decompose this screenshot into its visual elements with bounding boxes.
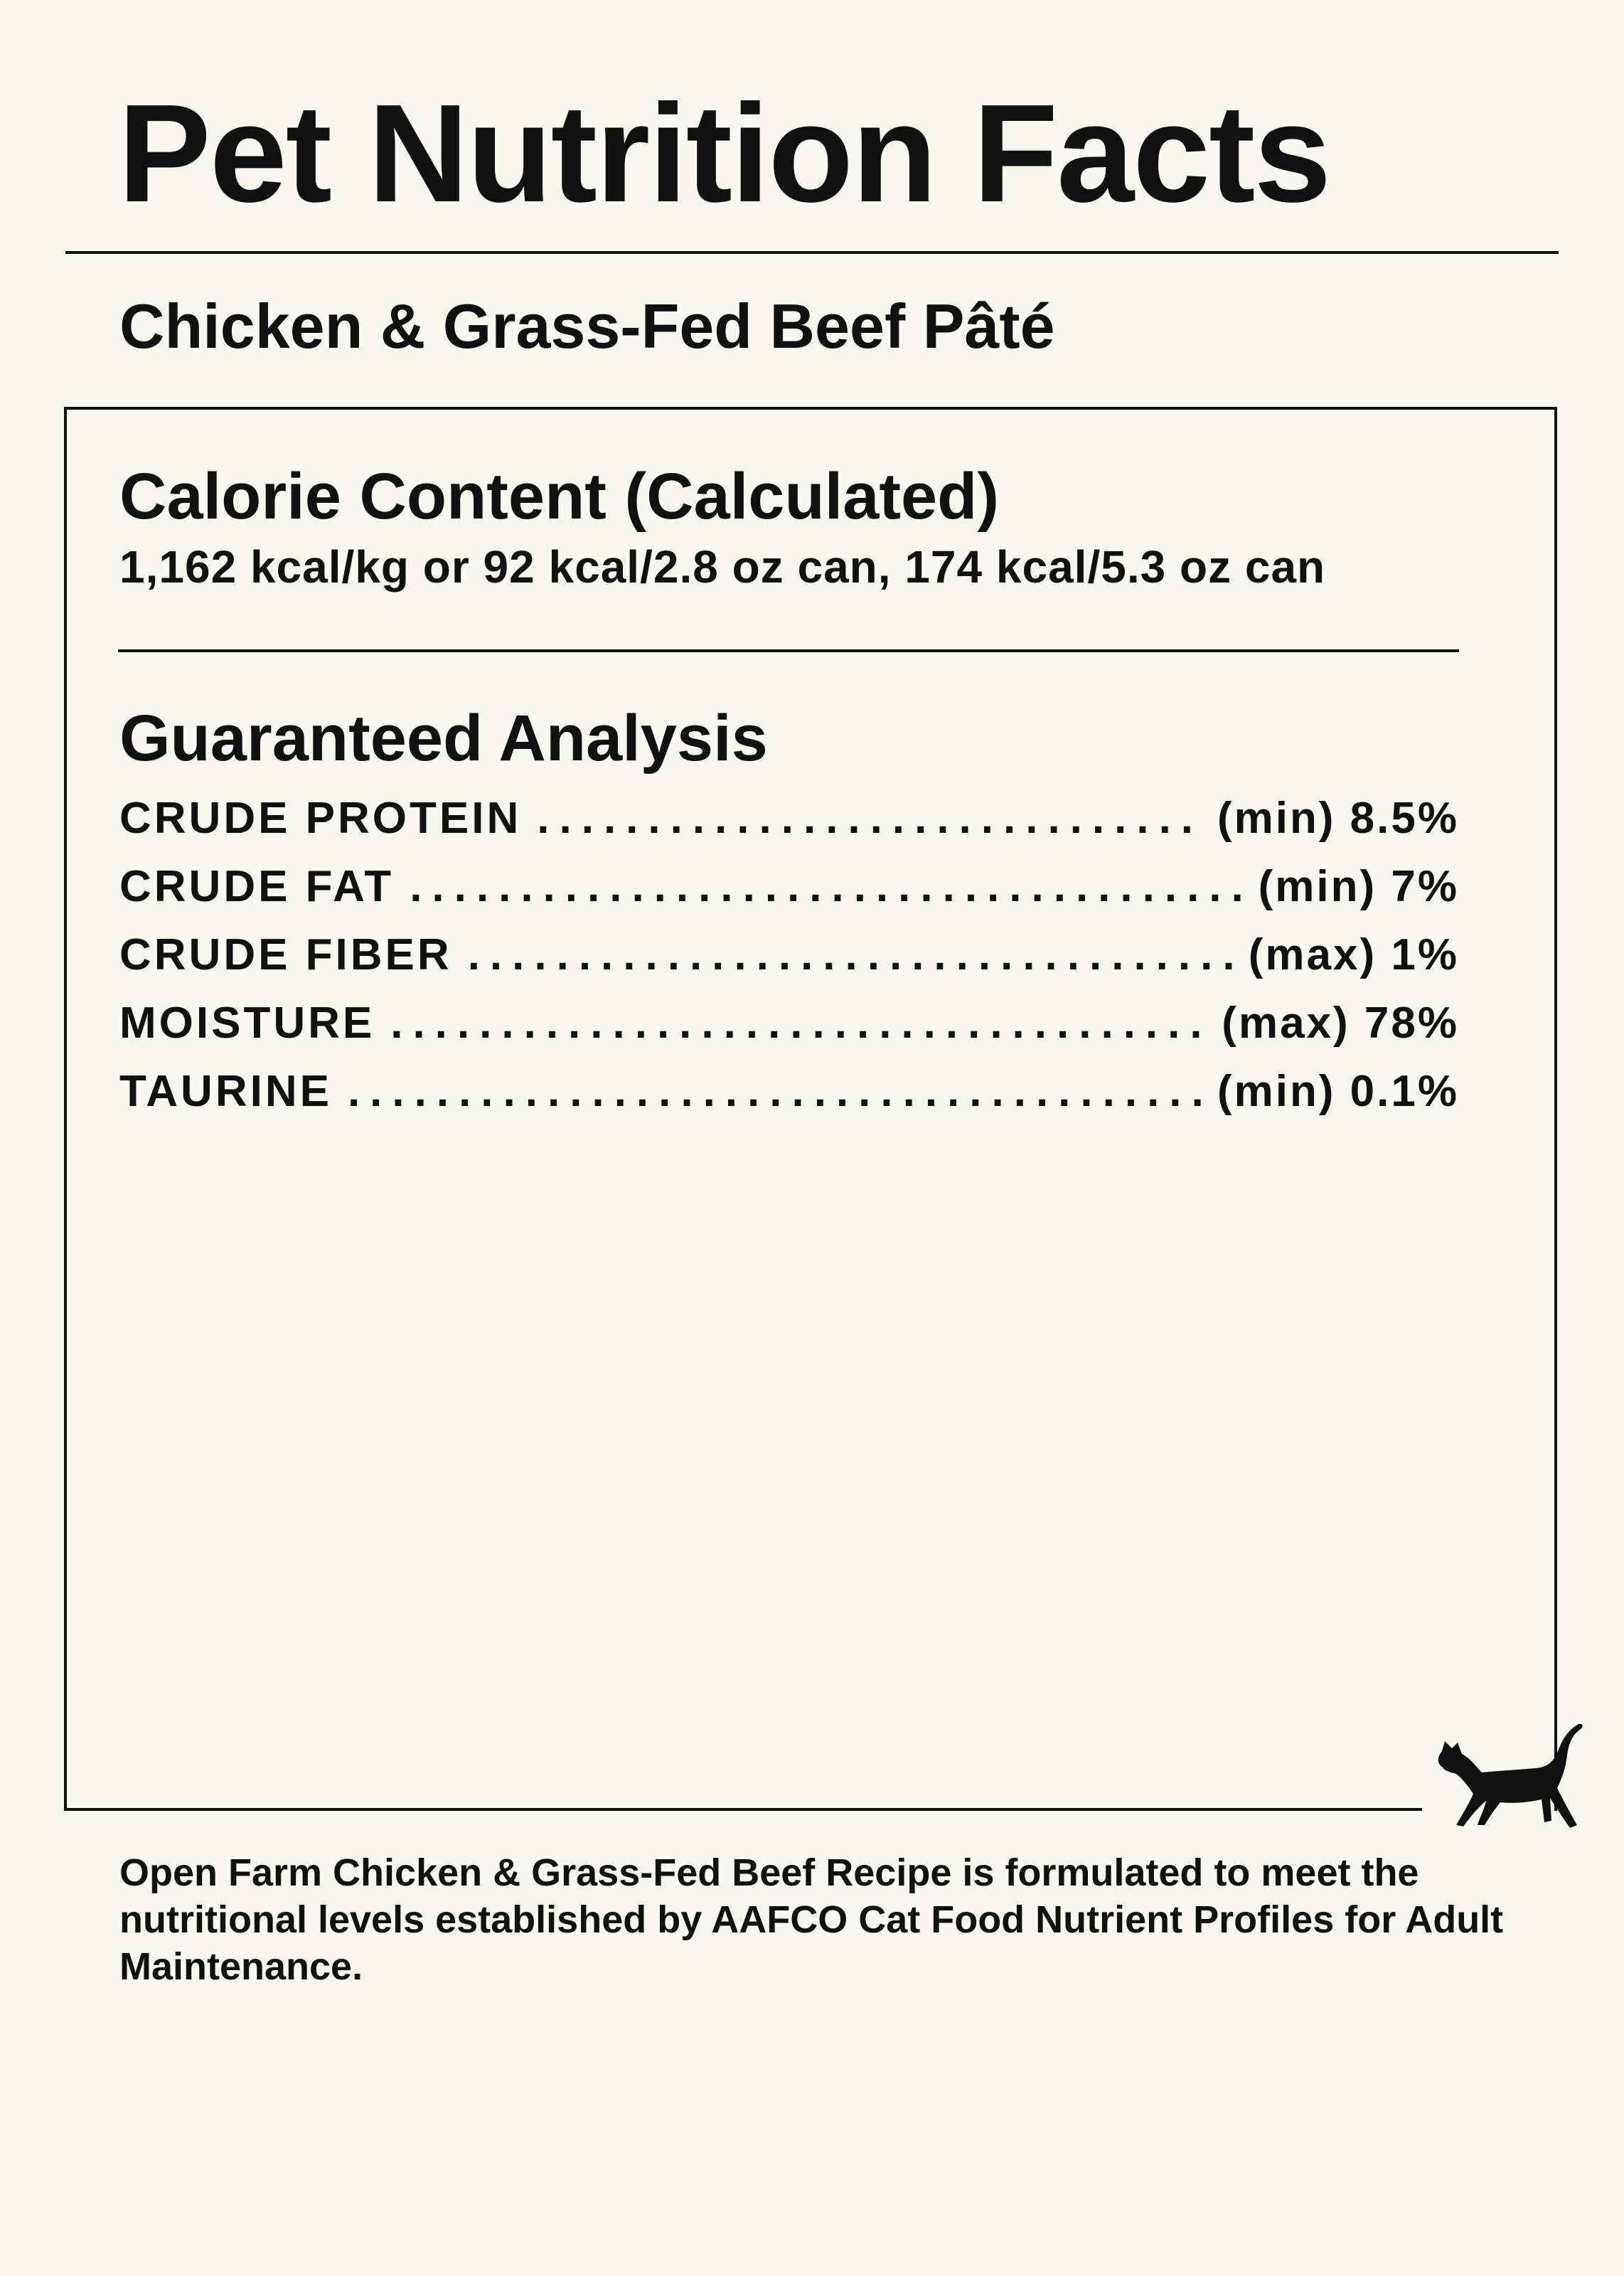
- analysis-label: TAURINE: [119, 1067, 332, 1116]
- calorie-heading: Calorie Content (Calculated): [119, 460, 1000, 533]
- dot-leader: [348, 1070, 1204, 1114]
- title-divider: [65, 251, 1559, 254]
- analysis-label: MOISTURE: [119, 999, 375, 1048]
- panel-bottom-border: [64, 1808, 1422, 1811]
- analysis-value: (min) 7%: [1258, 862, 1459, 911]
- dot-leader: [410, 865, 1245, 909]
- analysis-heading: Guaranteed Analysis: [119, 702, 768, 775]
- dot-leader: [390, 1001, 1209, 1046]
- aafco-statement: Open Farm Chicken & Grass-Fed Beef Recipe is formulated to meet the nutritional levels established by AAFCO Cat Food Nutrient Profiles for Adult Maintenance.: [119, 1851, 1504, 1988]
- dot-leader: [468, 933, 1236, 977]
- dot-leader: [537, 797, 1204, 841]
- analysis-row-moisture: [119, 1001, 1459, 1070]
- analysis-label: CRUDE FAT: [119, 862, 395, 911]
- analysis-value: (min) 8.5%: [1217, 794, 1459, 843]
- page-title: Pet Nutrition Facts: [118, 75, 1330, 231]
- analysis-label: CRUDE PROTEIN: [119, 794, 522, 843]
- analysis-value: (min) 0.1%: [1217, 1067, 1459, 1116]
- analysis-row-crude-protein: [119, 794, 1459, 865]
- analysis-label: CRUDE FIBER: [119, 930, 452, 979]
- calorie-values: 1,162 kcal/kg or 92 kcal/2.8 oz can, 174 kcal/5.3 oz can: [119, 541, 1326, 592]
- analysis-row-crude-fat: [119, 862, 1459, 933]
- cat-silhouette-icon: [1429, 1714, 1586, 1835]
- analysis-row-crude-fiber: [119, 930, 1459, 1001]
- analysis-table: [119, 794, 1459, 1138]
- analysis-row-taurine: [119, 1067, 1459, 1138]
- product-name: Chicken & Grass-Fed Beef Pâté: [119, 291, 1055, 361]
- analysis-value: (max) 1%: [1248, 930, 1459, 979]
- analysis-value: (max) 78%: [1222, 999, 1459, 1048]
- section-divider: [118, 649, 1459, 652]
